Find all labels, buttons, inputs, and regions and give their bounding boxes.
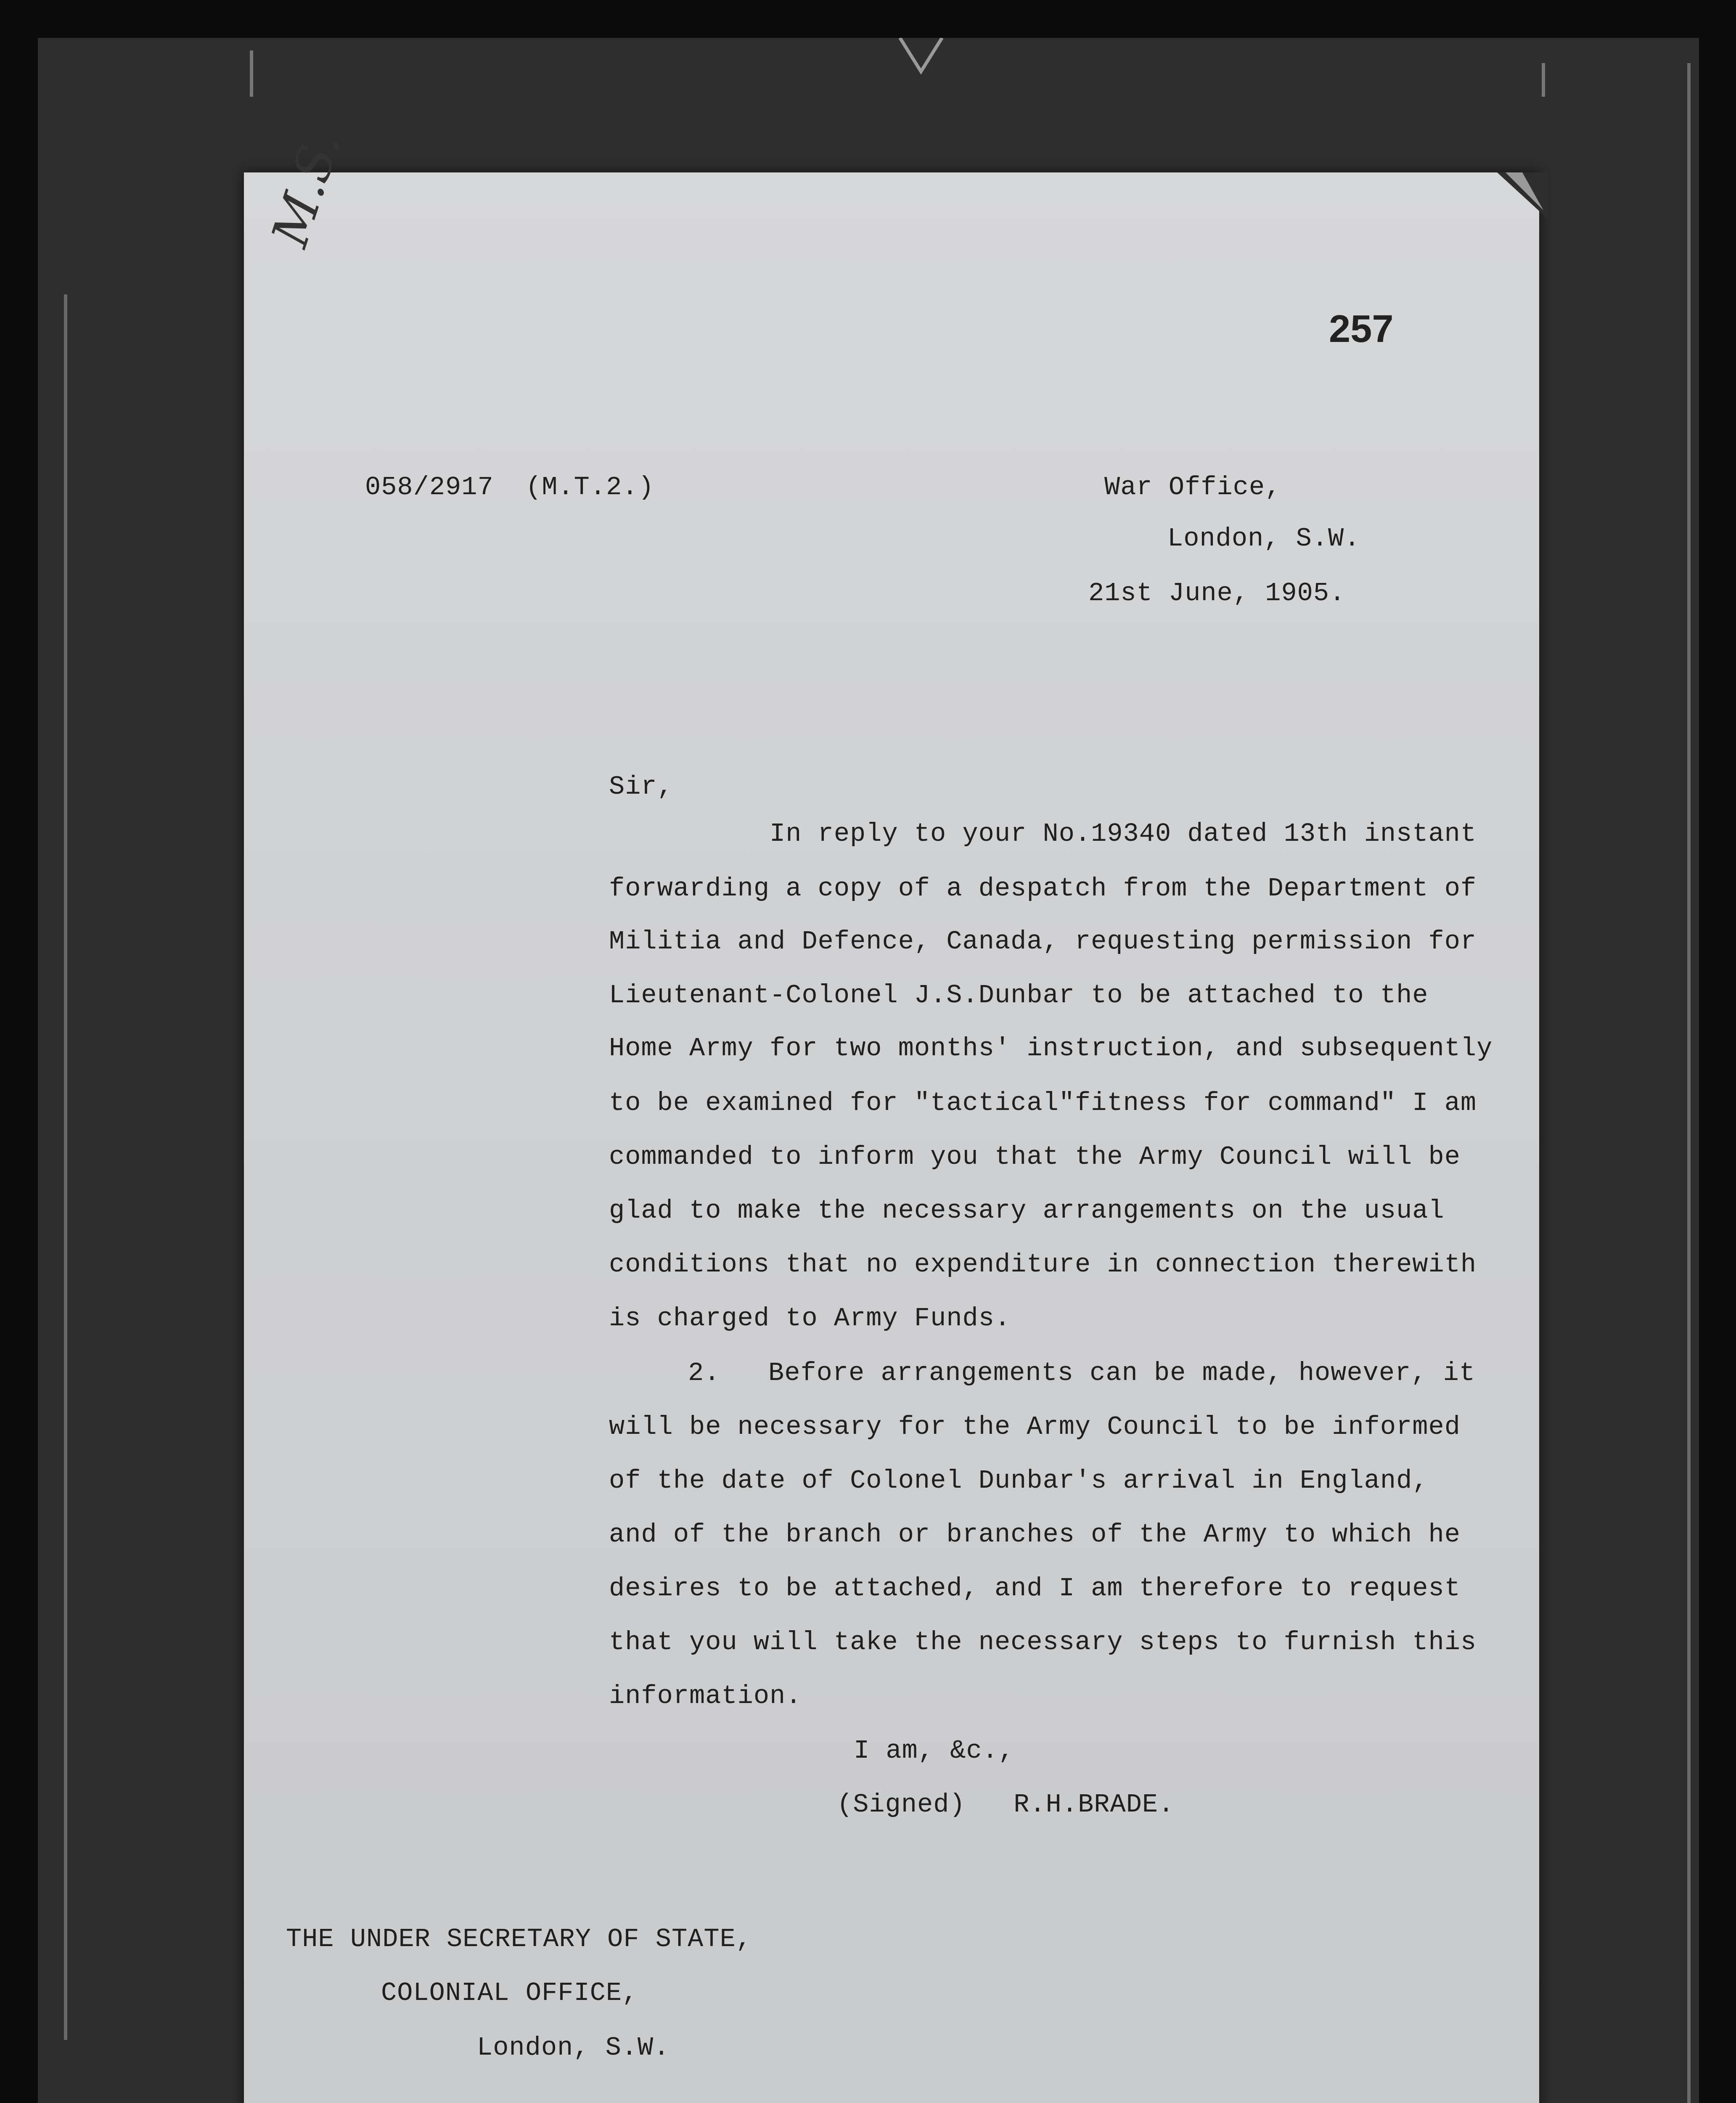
- body-line: and of the branch or branches of the Army to which he: [609, 1520, 1461, 1549]
- body-line: forwarding a copy of a despatch from the Department of: [609, 874, 1477, 903]
- film-edge-line-left: [64, 294, 67, 2040]
- sender-address-line: War Office,: [1104, 472, 1281, 502]
- body-line: Home Army for two months' instruction, and subsequently: [609, 1033, 1493, 1063]
- body-line: to be examined for "tactical"fitness for command" I am: [609, 1088, 1477, 1118]
- recipient-line: COLONIAL OFFICE,: [381, 1978, 638, 2008]
- body-line: In reply to your No.19340 dated 13th instant: [770, 819, 1477, 849]
- closing: I am, &c.,: [854, 1736, 1015, 1766]
- letter-date: 21st June, 1905.: [1088, 578, 1346, 608]
- film-tick-mark: [250, 50, 253, 97]
- body-line: desires to be attached, and I am therefore to request: [609, 1573, 1461, 1603]
- signature: (Signed) R.H.BRADE.: [837, 1790, 1175, 1820]
- body-line: is charged to Army Funds.: [609, 1303, 1011, 1333]
- body-line: information.: [609, 1681, 802, 1711]
- body-line: will be necessary for the Army Council to be informed: [609, 1412, 1461, 1442]
- reference-number: 058/2917 (M.T.2.): [365, 472, 654, 502]
- film-tick-mark: [1542, 63, 1545, 97]
- body-line: of the date of Colonel Dunbar's arrival in England,: [609, 1466, 1429, 1496]
- body-line: conditions that no expenditure in connection therewith: [609, 1250, 1477, 1279]
- handwritten-margin-note: M.S.: [261, 124, 352, 254]
- folded-corner-icon: [1497, 172, 1548, 219]
- sender-address-line: London, S.W.: [1167, 524, 1360, 554]
- body-line: Lieutenant-Colonel J.S.Dunbar to be attached to the: [609, 980, 1429, 1010]
- recipient-line: London, S.W.: [477, 2033, 670, 2063]
- film-notch-icon: [896, 38, 946, 76]
- salutation: Sir,: [609, 772, 673, 802]
- recipient-line: THE UNDER SECRETARY OF STATE,: [286, 1924, 752, 1954]
- body-line: glad to make the necessary arrangements on the usual: [609, 1196, 1445, 1226]
- film-edge-line-right: [1687, 63, 1691, 2103]
- body-line: that you will take the necessary steps to furnish this: [609, 1627, 1477, 1657]
- body-line: 2. Before arrangements can be made, however, it: [688, 1358, 1476, 1388]
- body-line: commanded to inform you that the Army Council will be: [609, 1142, 1461, 1172]
- body-line: Militia and Defence, Canada, requesting permission for: [609, 927, 1477, 956]
- page-number: 257: [1329, 307, 1394, 350]
